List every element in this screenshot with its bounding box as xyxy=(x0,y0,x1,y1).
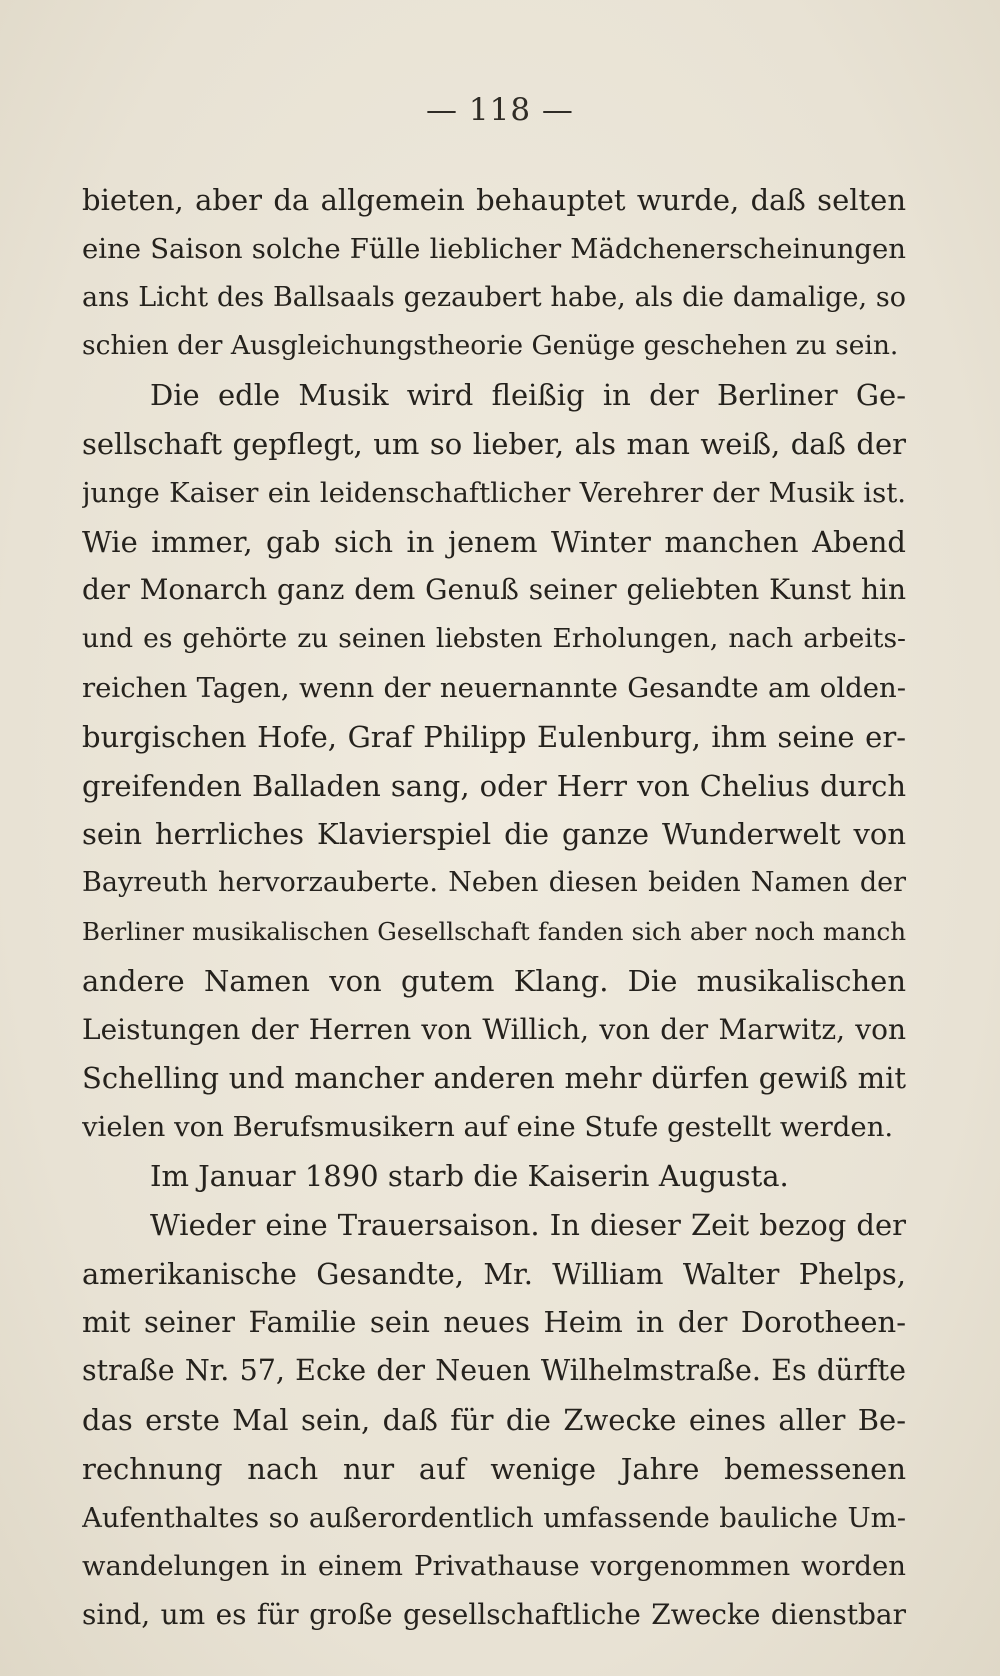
text-line: eine Saison solche Fülle lieblicher Mädchenerscheinungen xyxy=(82,232,906,265)
text-line: andere Namen von gutem Klang. Die musikalischen xyxy=(82,963,906,998)
text-line: Die edle Musik wird fleißig in der Berliner Ge- xyxy=(150,378,906,413)
text-line: Schelling und mancher anderen mehr dürfen gewiß mit xyxy=(82,1061,906,1096)
text-line: bieten, aber da allgemein behauptet wurde, daß selten xyxy=(82,183,906,217)
text-line: straße Nr. 57, Ecke der Neuen Wilhelmstraße. Es dürfte xyxy=(82,1354,906,1388)
text-line: schien der Ausgleichungstheorie Genüge geschehen zu sein. xyxy=(82,330,899,362)
text-line: vielen von Berufsmusikern auf eine Stufe gestellt werden. xyxy=(82,1111,894,1144)
text-line: Im Januar 1890 starb die Kaiserin Augusta. xyxy=(150,1158,789,1193)
text-line: junge Kaiser ein leidenschaftlicher Verehrer der Musik ist. xyxy=(82,476,906,509)
text-line: ans Licht des Ballsaals gezaubert habe, als die damalige, so xyxy=(82,281,906,313)
text-line: burgischen Hofe, Graf Philipp Eulenburg, ihm seine er- xyxy=(82,719,906,754)
text-line: der Monarch ganz dem Genuß seiner geliebten Kunst hin xyxy=(82,573,906,607)
text-line: greifenden Balladen sang, oder Herr von Chelius durch xyxy=(82,768,906,803)
text-line: Berliner musikalischen Gesellschaft fanden sich aber noch manch xyxy=(82,916,906,946)
page-number: — 118 — xyxy=(426,92,574,128)
text-line: sellschaft gepflegt, um so lieber, als man weiß, daß der xyxy=(82,426,906,461)
text-line: das erste Mal sein, daß für die Zwecke eines aller Be- xyxy=(82,1402,906,1437)
text-line: rechnung nach nur auf wenige Jahre bemessenen xyxy=(82,1451,906,1486)
text-line: Leistungen der Herren von Willich, von der Marwitz, von xyxy=(82,1012,906,1046)
text-line: Aufenthaltes so außerordentlich umfassende bauliche Um- xyxy=(82,1501,906,1534)
text-line: Bayreuth hervorzauberte. Neben diesen beiden Namen der xyxy=(82,867,906,899)
text-line: sein herrliches Klavierspiel die ganze Wunderwelt von xyxy=(82,817,906,852)
text-line: Wie immer, gab sich in jenem Winter manchen Abend xyxy=(82,524,906,559)
text-line: reichen Tagen, wenn der neuernannte Gesandte am olden- xyxy=(82,671,906,704)
text-line: Wieder eine Trauersaison. In dieser Zeit bezog der xyxy=(150,1207,906,1242)
text-line: und es gehörte zu seinen liebsten Erholungen, nach arbeits- xyxy=(82,623,906,655)
text-line: mit seiner Familie sein neues Heim in der Dorotheen- xyxy=(82,1305,906,1340)
text-line: sind, um es für große gesellschaftliche Zwecke dienstbar xyxy=(82,1598,906,1632)
text-line: amerikanische Gesandte, Mr. William Walter Phelps, xyxy=(82,1256,906,1291)
text-line: wandelungen in einem Privathause vorgenommen worden xyxy=(82,1550,906,1583)
body-text xyxy=(82,176,906,1640)
